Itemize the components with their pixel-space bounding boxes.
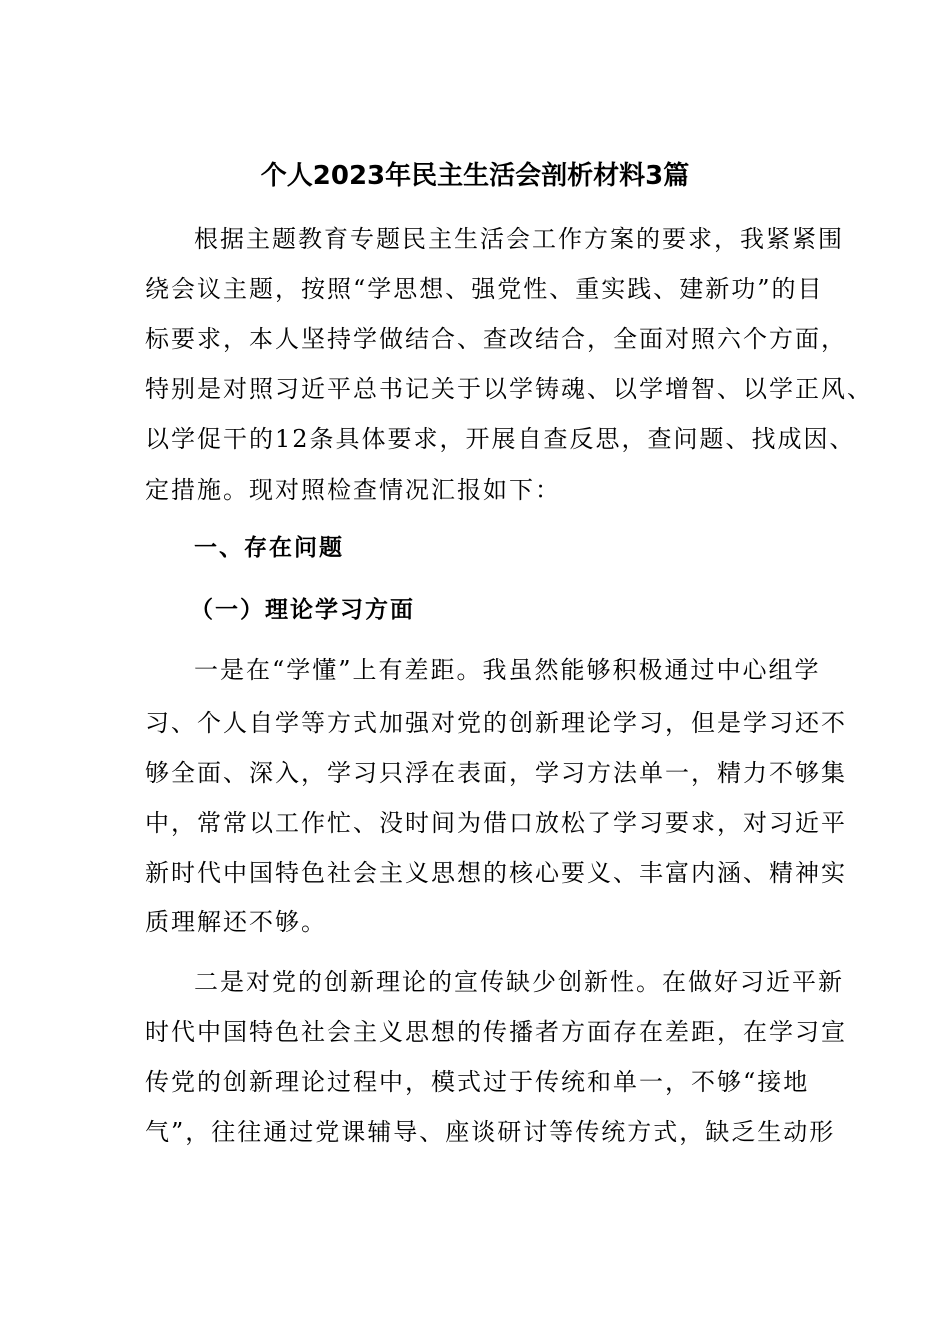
intro-line-2: 绕会议主题，按照“学思想、强党性、重实践、建新功”的目 bbox=[145, 275, 824, 303]
para2-line-2: 时代中国特色社会主义思想的传播者方面存在差距，在学习宣 bbox=[145, 1018, 847, 1046]
intro-line-1: 根据主题教育专题民主生活会工作方案的要求，我紧紧围 bbox=[194, 225, 844, 253]
section-heading: 一、存在问题 bbox=[194, 535, 344, 561]
para2-line-4: 气”，往往通过党课辅导、座谈研讨等传统方式，缺乏生动形 bbox=[145, 1118, 836, 1146]
intro-line-3: 标要求，本人坚持学做结合、查改结合，全面对照六个方面， bbox=[145, 325, 847, 353]
para2-line-1: 二是对党的创新理论的宣传缺少创新性。在做好习近平新 bbox=[194, 968, 844, 996]
intro-line-6: 定措施。现对照检查情况汇报如下： bbox=[145, 476, 561, 504]
document-title: 个人2023年民主生活会剖析材料3篇 bbox=[260, 161, 690, 191]
intro-line-5: 以学促干的12条具体要求，开展自查反思，查问题、找成因、 bbox=[145, 425, 856, 453]
para1-line-3: 够全面、深入，学习只浮在表面，学习方法单一，精力不够集 bbox=[145, 759, 847, 787]
para2-line-3: 传党的创新理论过程中，模式过于传统和单一，不够“接地 bbox=[145, 1068, 810, 1096]
subsection-heading: （一）理论学习方面 bbox=[190, 597, 415, 623]
intro-line-4: 特别是对照习近平总书记关于以学铸魂、以学增智、以学正风、 bbox=[145, 375, 873, 403]
para1-line-5: 新时代中国特色社会主义思想的核心要义、丰富内涵、精神实 bbox=[145, 859, 847, 887]
para1-line-4: 中，常常以工作忙、没时间为借口放松了学习要求，对习近平 bbox=[145, 809, 847, 837]
para1-line-2: 习、个人自学等方式加强对党的创新理论学习，但是学习还不 bbox=[145, 709, 847, 737]
para1-line-1: 一是在“学懂”上有差距。我虽然能够积极通过中心组学 bbox=[194, 656, 821, 684]
para1-line-6: 质理解还不够。 bbox=[145, 908, 327, 936]
